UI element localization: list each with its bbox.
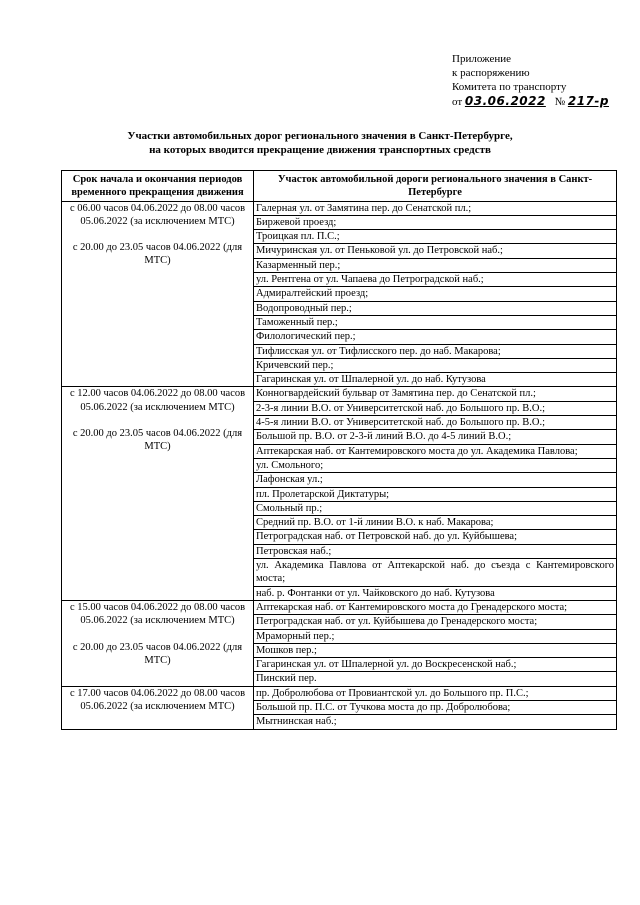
road-segment: 4-5-я линии В.О. от Университетской наб. до Большого пр. В.О.;	[254, 416, 616, 430]
period-general: с 06.00 часов 04.06.2022 до 08.00 часов 05.06.2022 (за исключением МТС)	[69, 202, 246, 227]
period-mts: с 20.00 до 23.05 часов 04.06.2022 (для МТС)	[72, 242, 243, 267]
road-segment: Галерная ул. от Замятина пер. до Сенатской пл.;	[254, 202, 616, 216]
period-cell	[62, 387, 254, 600]
annex-date-line	[452, 94, 632, 109]
column-header-period: Срок начала и окончания периодов временного прекращения движения	[62, 171, 254, 202]
period-mts: с 20.00 до 23.05 часов 04.06.2022 (для МТС)	[72, 641, 243, 666]
road-segment: Таможенный пер.;	[254, 316, 616, 330]
table-row	[62, 600, 617, 686]
annex-line-3: Комитета по транспорту	[452, 81, 567, 93]
period-cell	[62, 201, 254, 387]
period-cell	[62, 686, 254, 729]
road-segment: наб. р. Фонтанки от ул. Чайковского до наб. Кутузова	[256, 587, 495, 599]
period-general: с 12.00 часов 04.06.2022 до 08.00 часов 05.06.2022 (за исключением МТС)	[69, 388, 246, 413]
table-row	[62, 387, 617, 600]
road-segment: пр. Добролюбова от Провиантской ул. до Большого пр. П.С.;	[254, 687, 616, 701]
period-mts: с 20.00 до 23.05 часов 04.06.2022 (для МТС)	[72, 428, 243, 453]
table-body	[62, 201, 617, 729]
road-segment: Конногвардейский бульвар от Замятина пер. до Сенатской пл.;	[254, 387, 616, 401]
road-segment: Мытнинская наб.;	[256, 716, 337, 728]
period-general: с 15.00 часов 04.06.2022 до 08.00 часов 05.06.2022 (за исключением МТС)	[69, 601, 246, 627]
road-segment: Адмиралтейский проезд;	[254, 287, 616, 301]
road-segment: Троицкая пл. П.С.;	[254, 230, 616, 244]
table-row	[62, 686, 617, 729]
table-row	[62, 201, 617, 387]
road-segment: ул. Рентгена от ул. Чапаева до Петроградской наб.;	[254, 273, 616, 287]
annex-line-1: Приложение	[452, 53, 512, 65]
annex-number-label: №	[554, 96, 566, 108]
road-segment: ул. Смольного;	[254, 459, 616, 473]
annex-number: 217-р	[567, 94, 609, 108]
road-segment: Тифлисская ул. от Тифлисского пер. до наб. Макарова;	[254, 345, 616, 359]
road-segment: Водопроводный пер.;	[254, 302, 616, 316]
road-segment: пл. Пролетарской Диктатуры;	[254, 488, 616, 502]
road-segment: Большой пр. П.С. от Тучкова моста до пр. Добролюбова;	[254, 701, 616, 715]
period-cell	[62, 600, 254, 686]
annex-date: 03.06.2022	[464, 94, 546, 108]
annex-from-label: от	[452, 96, 463, 108]
road-segment: Гагаринская ул. от Шпалерной ул. до Воскресенской наб.;	[254, 658, 616, 672]
road-segment: Казарменный пер.;	[254, 259, 616, 273]
road-cell	[254, 201, 617, 387]
road-segment: Гагаринская ул. от Шпалерной ул. до наб. Кутузова	[256, 374, 486, 386]
road-segment: ул. Академика Павлова от Аптекарской наб. до съезда с Кантемировского моста;	[254, 559, 616, 587]
column-header-road: Участок автомобильной дороги регионального значения в Санкт-Петербурге	[254, 171, 617, 202]
road-segment: Аптекарская наб. от Кантемировского моста до Гренадерского моста;	[254, 601, 616, 615]
table-header-row	[62, 171, 617, 202]
road-cell	[254, 686, 617, 729]
document-title	[0, 129, 640, 157]
road-segment: Большой пр. В.О. от 2-3-й линий В.О. до 4-5 линий В.О.;	[254, 430, 616, 444]
road-cell	[254, 387, 617, 600]
road-segment: Мраморный пер.;	[254, 630, 616, 644]
road-segment: Петроградская наб. от ул. Куйбышева до Гренадерского моста;	[254, 615, 616, 629]
road-segment: Биржевой проезд;	[254, 216, 616, 230]
road-segment: Петровская наб.;	[254, 545, 616, 559]
title-line-1: Участки автомобильных дорог регионального значения в Санкт-Петербурге,	[127, 130, 513, 142]
road-segment: Филологический пер.;	[254, 330, 616, 344]
road-segment: Лафонская ул.;	[254, 473, 616, 487]
road-segment: Смольный пр.;	[254, 502, 616, 516]
road-segment: Кричевский пер.;	[254, 359, 616, 373]
road-segment: Мичуринская ул. от Пеньковой ул. до Петровской наб.;	[254, 244, 616, 258]
road-cell	[254, 600, 617, 686]
road-segment: 2-3-я линии В.О. от Университетской наб. до Большого пр. В.О.;	[254, 402, 616, 416]
annex-block	[452, 52, 632, 109]
road-segment: Петроградская наб. от Петровской наб. до ул. Куйбышева;	[254, 530, 616, 544]
road-segment: Аптекарская наб. от Кантемировского моста до ул. Академика Павлова;	[254, 445, 616, 459]
road-segment: Пинский пер.	[256, 673, 317, 685]
road-segment: Мошков пер.;	[254, 644, 616, 658]
title-line-2: на которых вводится прекращение движения транспортных средств	[149, 144, 491, 156]
period-general: с 17.00 часов 04.06.2022 до 08.00 часов 05.06.2022 (за исключением МТС)	[69, 687, 246, 712]
closures-table	[61, 170, 617, 730]
annex-line-2: к распоряжению	[452, 67, 530, 79]
road-segment: Средний пр. В.О. от 1-й линии В.О. к наб. Макарова;	[254, 516, 616, 530]
